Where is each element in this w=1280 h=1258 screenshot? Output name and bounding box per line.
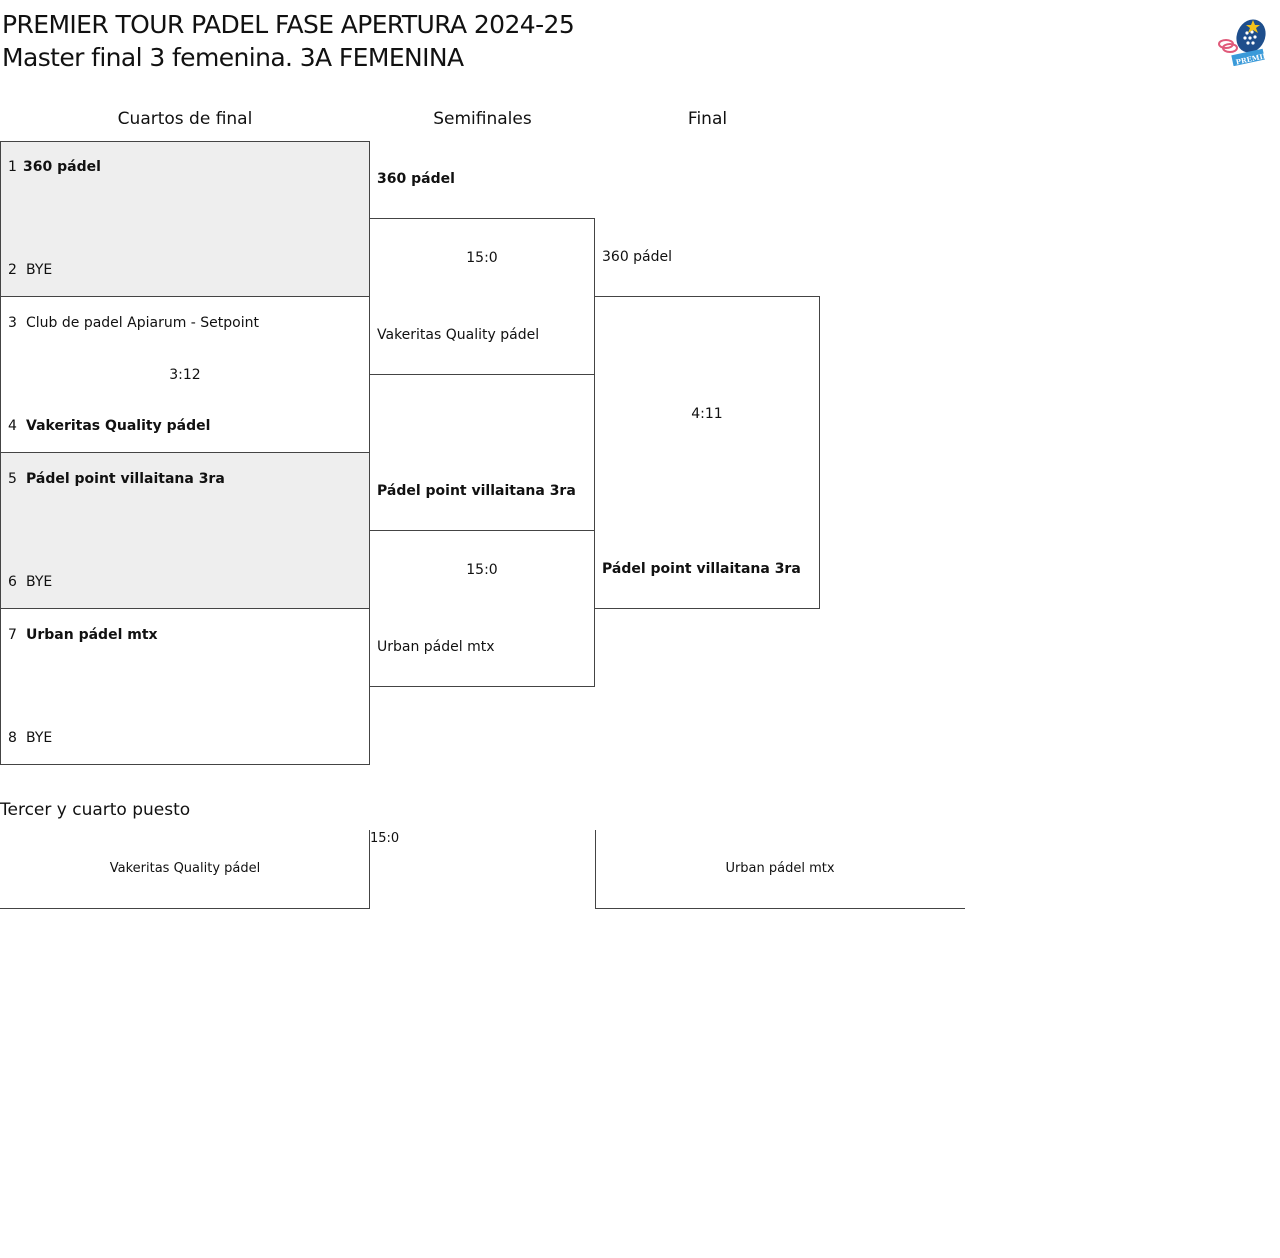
sf2-top-team[interactable]: Pádel point villaitana 3ra	[377, 483, 576, 499]
team-name: BYE	[26, 730, 53, 746]
round-title-quarterfinals: Cuartos de final	[117, 109, 253, 129]
category-title: Master final 3 femenina. 3A FEMENINA	[2, 43, 464, 72]
tournament-title: PREMIER TOUR PADEL FASE APERTURA 2024-25	[2, 10, 575, 39]
sf2-score: 15:0	[466, 562, 498, 578]
semifinal-match-2	[369, 530, 595, 687]
third-place-left-team[interactable]: Vakeritas Quality pádel	[109, 861, 261, 876]
seed-number: 1	[8, 159, 17, 175]
final-score: 4:11	[691, 406, 723, 422]
qf3-bottom-entry	[8, 573, 52, 591]
qf2-score: 3:12	[169, 367, 201, 383]
seed-number: 2	[8, 262, 17, 278]
third-place-title: Tercer y cuarto puesto	[0, 800, 191, 820]
seed-number: 5	[8, 471, 17, 487]
team-name[interactable]: Urban pádel mtx	[26, 627, 158, 643]
semifinal-match-1	[369, 218, 595, 375]
final-top-team[interactable]: 360 pádel	[602, 249, 673, 265]
premier-logo	[1216, 16, 1274, 66]
team-name[interactable]: Club de padel Apiarum - Setpoint	[26, 315, 259, 331]
seed-number: 4	[8, 418, 17, 434]
team-name: BYE	[26, 574, 53, 590]
seed-number: 7	[8, 627, 17, 643]
team-name: BYE	[26, 262, 53, 278]
third-place-right-team[interactable]: Urban pádel mtx	[725, 861, 835, 876]
team-name[interactable]: Pádel point villaitana 3ra	[26, 471, 225, 487]
qf4-top-entry	[8, 626, 158, 644]
qf3-top-entry	[8, 470, 225, 488]
round-title-final: Final	[687, 109, 728, 129]
svg-text:PREMIER: PREMIER	[1234, 49, 1274, 66]
seed-number: 6	[8, 574, 17, 590]
seed-number: 8	[8, 730, 17, 746]
qf2-bottom-entry	[8, 417, 210, 435]
sf1-top-team[interactable]: 360 pádel	[377, 171, 455, 187]
qf1-bottom-entry	[8, 261, 52, 279]
seed-number: 3	[8, 315, 17, 331]
final-bottom-team[interactable]: Pádel point villaitana 3ra	[602, 561, 801, 577]
sf1-bottom-team[interactable]: Vakeritas Quality pádel	[377, 327, 540, 343]
third-place-score: 15:0	[370, 831, 400, 846]
qf2-top-entry	[8, 314, 259, 332]
round-title-semifinals: Semifinales	[433, 109, 532, 129]
qf1-top-entry	[8, 158, 101, 176]
sf2-bottom-team[interactable]: Urban pádel mtx	[377, 639, 495, 655]
team-name[interactable]: Vakeritas Quality pádel	[26, 418, 211, 434]
sf1-score: 15:0	[466, 250, 498, 266]
qf4-bottom-entry	[8, 729, 52, 747]
team-name[interactable]: 360 pádel	[23, 159, 101, 175]
